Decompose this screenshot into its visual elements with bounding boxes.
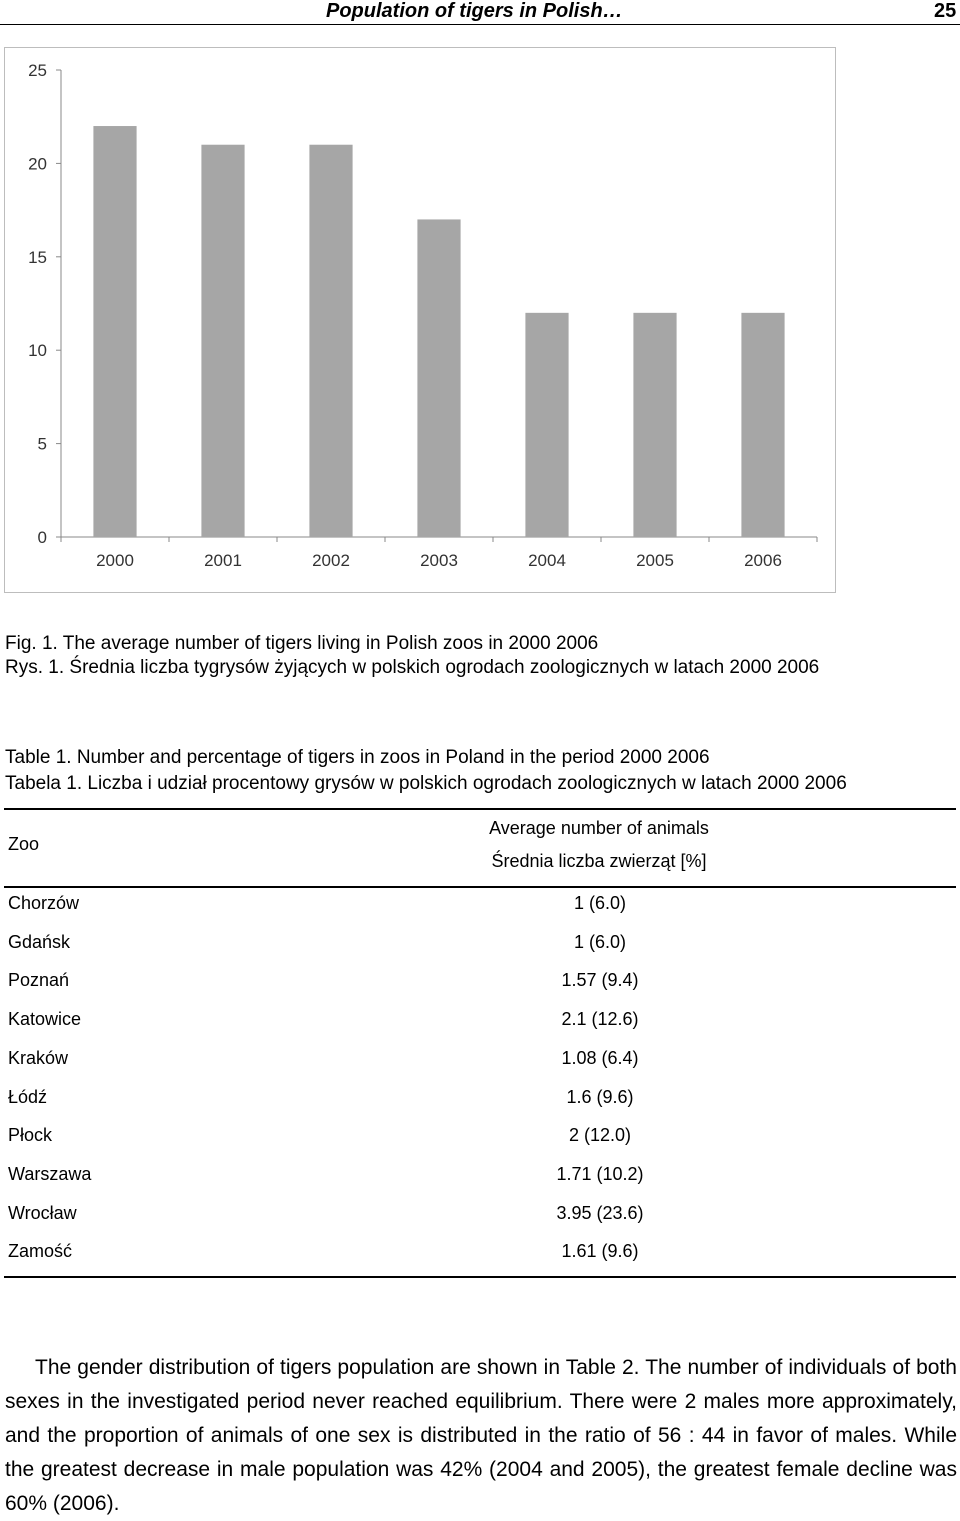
bar-2006 — [741, 313, 784, 537]
table-cell-value: 1.08 (6.4) — [561, 1047, 639, 1068]
y-tick-label: 5 — [37, 434, 47, 454]
table-header-average-en: Average number of animals — [489, 818, 709, 838]
y-tick-label: 0 — [37, 528, 47, 547]
table-cell-value: 1.61 (9.6) — [561, 1241, 639, 1262]
table-cell-value: 1 (6.0) — [573, 893, 627, 913]
table-cell-zoo: Poznań — [8, 970, 70, 991]
bar-2000 — [93, 126, 136, 537]
y-tick-label: 25 — [28, 61, 47, 80]
table-cell-value: 2 (12.0) — [568, 1125, 632, 1146]
table-cell-value: 2.1 (12.6) — [561, 1009, 639, 1030]
bar-2001 — [201, 145, 244, 537]
table-top-rule — [4, 808, 956, 810]
figure-caption-en: Fig. 1. The average number of tigers living in Polish zoos in 2000 2006 — [5, 633, 599, 654]
y-tick-label: 15 — [28, 247, 47, 267]
bar-2004 — [525, 313, 568, 537]
page-number: 25 — [934, 0, 957, 22]
table-caption-pl: Tabela 1. Liczba i udział procentowy grysów w polskich ogrodach zoologicznych w latach 2000 2006 — [5, 773, 847, 794]
table-cell-zoo: Wrocław — [8, 1202, 77, 1223]
table-cell-zoo: Warszawa — [8, 1163, 92, 1184]
bar-2005 — [633, 313, 676, 537]
table-cell-zoo: Płock — [8, 1125, 53, 1146]
x-tick-label: 2005 — [636, 551, 674, 570]
x-tick-label: 2006 — [744, 551, 782, 570]
table-cell-value: 1.57 (9.4) — [561, 970, 639, 991]
x-tick-label: 2000 — [96, 551, 134, 570]
table-bottom-rule — [4, 1276, 956, 1278]
table-header-zoo: Zoo — [8, 834, 40, 854]
table-cell-zoo: Gdańsk — [8, 931, 71, 952]
bar-chart-svg — [5, 48, 837, 594]
body-paragraph — [5, 1351, 957, 1521]
x-tick-label: 2003 — [420, 551, 458, 570]
table-cell-zoo: Łódź — [8, 1086, 48, 1107]
table-cell-value: 1.71 (10.2) — [556, 1163, 644, 1184]
table-cell-zoo: Chorzów — [8, 893, 80, 913]
running-header — [0, 0, 960, 25]
bar-chart — [4, 47, 836, 593]
table-cell-value: 3.95 (23.6) — [556, 1202, 644, 1223]
body-text: The gender distribution of tigers population are shown in Table 2. The number of individuals of both sexes in the investigated period never reached equilibrium. There were 2 males more approximately, and the proportion of animals of one sex is distributed in the ratio of 56 : 44 in favor of males. While the greatest decrease in male population was 42% (2004 and 2005), the greatest female decline was 60% (2006). — [5, 1356, 957, 1515]
x-tick-label: 2004 — [528, 551, 566, 570]
figure-caption-pl: Rys. 1. Średnia liczba tygrysów żyjących w polskich ogrodach zoologicznych w latach 2000 2006 — [5, 657, 820, 678]
x-tick-label: 2002 — [312, 551, 350, 570]
table-header-average-pl: Średnia liczba zwierząt [%] — [491, 851, 707, 871]
table-cell-zoo: Katowice — [8, 1009, 82, 1030]
table-cell-value: 1.6 (9.6) — [566, 1086, 634, 1107]
y-tick-label: 20 — [28, 154, 47, 174]
x-tick-label: 2001 — [204, 551, 242, 570]
table-caption-en: Table 1. Number and percentage of tigers in zoos in Poland in the period 2000 2006 — [5, 747, 710, 768]
table-cell-zoo: Kraków — [8, 1047, 69, 1068]
running-title: Population of tigers in Polish… — [326, 0, 623, 22]
table-cell-zoo: Zamość — [8, 1241, 73, 1262]
table-header-rule — [4, 886, 956, 888]
bar-2003 — [417, 219, 460, 537]
bar-2002 — [309, 145, 352, 537]
y-tick-label: 10 — [28, 341, 47, 361]
table-cell-value: 1 (6.0) — [573, 931, 627, 952]
